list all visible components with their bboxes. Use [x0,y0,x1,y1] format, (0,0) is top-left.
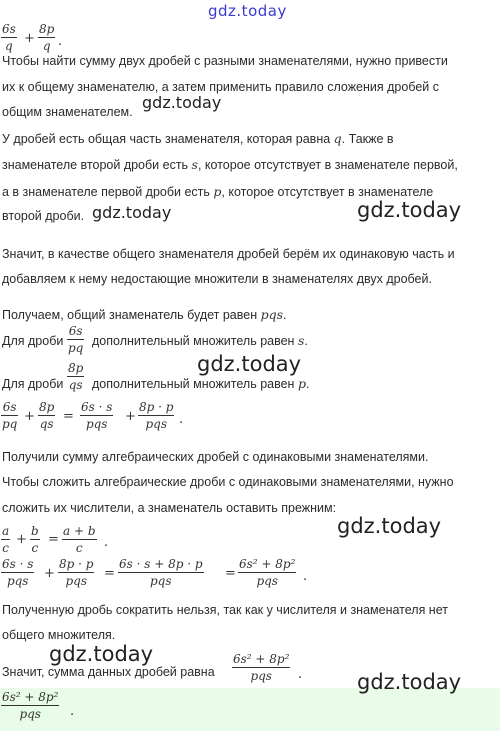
watermark: gdz.today [142,93,222,112]
denominator: pqs [6,574,29,588]
fraction-8p-qs [67,361,84,392]
fraction [1,524,10,555]
paragraph-line: общего множителя. [2,628,116,642]
paragraph-line: Значит, в качестве общего знаменателя дробей берём их одинаковую часть и [2,247,455,261]
watermark: gdz.today [337,514,442,538]
fraction-6s-q [1,22,17,53]
plus-sign: + [44,566,55,581]
numerator: a [2,524,10,538]
plus-sign: + [125,409,136,424]
denominator: pqs [256,574,278,588]
fraction-bar [1,37,17,38]
numerator: 8p [39,22,55,36]
answer-fraction [1,690,59,721]
numerator: 8p [39,400,55,414]
watermark: gdz.today [49,642,154,666]
watermark: gdz.today [357,198,462,222]
numerator: 8p [68,361,84,375]
period: . [179,412,184,427]
equals-sign: = [63,409,74,424]
paragraph-line: дополнительный множитель равен p. [92,376,310,391]
math-variable: q [333,131,342,146]
period: . [58,34,63,49]
fraction [80,400,113,431]
watermark: gdz.today [92,203,172,222]
paragraph-line: У дробей есть общая часть знаменателя, которая равна q. Также в [2,131,394,146]
period: . [70,704,75,719]
fraction-bar [67,376,84,377]
numerator: 6s · s [81,400,113,414]
math-variable: p [297,376,306,391]
paragraph-line: Для дроби [2,377,64,391]
paragraph-line: сложить их числители, а знаменатель оставить прежним: [2,501,337,515]
fraction-bar [1,705,59,706]
numerator: 8p · p [139,400,174,414]
fraction-bar [232,667,290,668]
watermark-top: gdz.today [208,2,287,20]
denominator: c [75,541,83,555]
fraction-8p-q [38,22,55,53]
paragraph-line: добавляем к нему недостающие множители в знаменателях двух дробей. [2,272,432,286]
numerator: 6s [68,324,83,338]
paragraph-line: а в знаменателе первой дроби есть p, которое отсутствует в знаменателе [2,184,434,199]
equals-sign: = [104,566,115,581]
numerator: 6s · s [2,557,34,571]
answer-highlight [0,688,500,731]
fraction [38,400,55,431]
denominator: pqs [145,417,167,431]
equals-sign: = [48,532,59,547]
math-variable: s [191,157,198,172]
fraction-bar [80,415,113,416]
plus-sign: + [24,31,35,46]
fraction-bar [1,539,10,540]
numerator: a + b [63,524,96,538]
fraction-bar [58,572,94,573]
fraction-bar [238,572,296,573]
math-variable: p [213,184,222,199]
numerator: 6s [2,22,16,36]
paragraph-line: Для дроби [2,334,64,348]
period: . [104,535,109,550]
fraction [138,400,174,431]
numerator: b [31,524,39,538]
paragraph-line: Чтобы сложить алгебраические дроби с одинаковыми знаменателями, нужно [2,475,454,489]
plus-sign: + [24,409,35,424]
fraction [118,557,204,588]
paragraph-line: дополнительный множитель равен s. [92,333,308,348]
fraction-bar [67,339,84,340]
plus-sign: + [16,532,27,547]
fraction-bar [62,539,97,540]
period: . [298,667,303,682]
numerator: 6s² + 8p² [239,557,296,571]
numerator: 6s · s + 8p · p [119,557,203,571]
fraction [1,400,18,431]
paragraph-line: Полученную дробь сократить нельзя, так как у числителя и знаменателя нет [2,603,448,617]
fraction-bar [1,415,18,416]
fraction-bar [138,415,174,416]
denominator: pqs [150,574,172,588]
fraction-bar [118,572,204,573]
fraction [30,524,40,555]
denominator: pqs [85,417,108,431]
fraction-bar [38,415,55,416]
paragraph-line: Чтобы найти сумму двух дробей с разными знаменателями, нужно привести [2,54,448,68]
denominator: pqs [65,574,87,588]
paragraph-line: Значит, сумма данных дробей равна [2,665,215,679]
watermark: gdz.today [357,670,462,694]
denominator: c [2,541,9,555]
fraction-bar [38,37,55,38]
fraction [62,524,97,555]
denominator: pqs [19,707,41,721]
period: . [303,569,308,584]
fraction-bar [1,572,34,573]
denominator: pq [2,417,18,431]
paragraph-line: второй дроби. [2,209,85,223]
paragraph-line: Получили сумму алгебраических дробей с одинаковыми знаменателями. [2,450,429,464]
denominator: q [42,39,51,53]
equals-sign: = [225,566,236,581]
numerator: 6s [2,400,17,414]
fraction [1,557,34,588]
numerator: 6s² + 8p² [233,652,290,666]
fraction [238,557,296,588]
numerator: 8p · p [59,557,94,571]
denominator: pq [68,341,84,355]
denominator: q [5,39,13,53]
watermark: gdz.today [197,352,302,376]
fraction [58,557,94,588]
math-variable: s [297,333,305,348]
numerator: 6s² + 8p² [2,690,59,704]
fraction-bar [30,539,40,540]
fraction-result [232,652,290,683]
math-variable: pqs [260,307,284,322]
fraction-6s-pq [67,324,84,355]
paragraph-line: их к общему знаменателю, а затем применить правило сложения дробей с [2,80,440,94]
denominator: c [31,541,39,555]
denominator: qs [39,417,54,431]
paragraph-line: Получаем, общий знаменатель будет равен pqs. [2,307,287,322]
paragraph-line: знаменателе второй дроби есть s, которое отсутствует в знаменателе первой, [2,157,458,172]
denominator: qs [68,378,83,392]
paragraph-line: общим знаменателем. [2,105,133,119]
denominator: pqs [250,669,272,683]
